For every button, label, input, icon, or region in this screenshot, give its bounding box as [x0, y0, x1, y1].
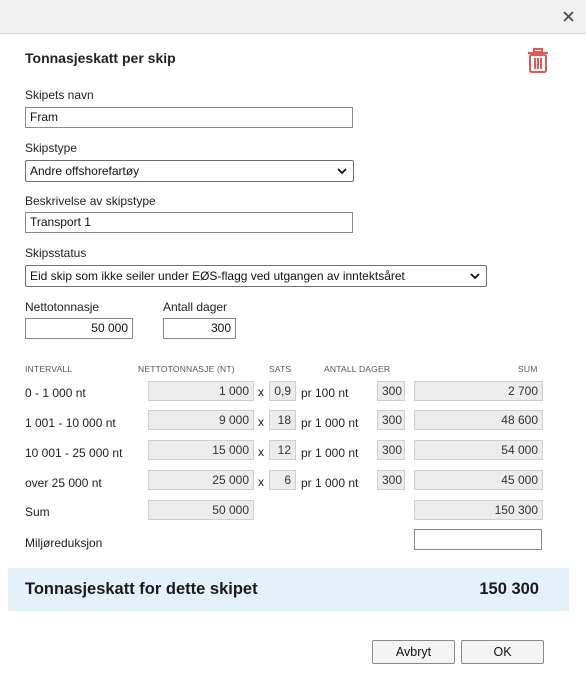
close-icon — [563, 11, 574, 22]
row-sum: 45 000 — [414, 470, 543, 490]
row-sum: 54 000 — [414, 440, 543, 460]
row-interval-label: 0 - 1 000 nt — [25, 386, 86, 400]
sum-row-label: Sum — [25, 505, 50, 519]
chevron-down-icon — [335, 164, 349, 178]
col-header-net-tonnage: NETTOTONNASJE (NT) — [138, 364, 235, 374]
net-tonnage-input[interactable]: 50 000 — [25, 318, 133, 339]
col-header-days: ANTALL DAGER — [324, 364, 391, 374]
ok-button[interactable]: OK — [461, 640, 544, 664]
row-rate-unit: pr 100 nt — [301, 386, 349, 400]
ship-type-desc-label: Beskrivelse av skipstype — [25, 194, 156, 208]
dialog-heading: Tonnasjeskatt per skip — [25, 50, 176, 66]
col-header-sum: SUM — [518, 364, 538, 374]
col-header-rate: SATS — [269, 364, 292, 374]
ship-type-desc-input[interactable]: Transport 1 — [25, 212, 353, 233]
ship-type-value: Andre offshorefartøy — [30, 164, 140, 178]
tax-summary-label: Tonnasjeskatt for dette skipet — [25, 580, 258, 598]
delete-ship-button[interactable] — [526, 48, 550, 74]
multiply-sign: x — [258, 385, 264, 399]
row-rate-unit: pr 1 000 nt — [301, 416, 359, 430]
days-label: Antall dager — [163, 300, 228, 314]
row-rate: 6 — [269, 470, 296, 490]
row-sum: 48 600 — [414, 410, 543, 430]
ship-status-value: Eid skip som ikke seiler under EØS-flagg ved utgangen av inntektsåret — [30, 269, 405, 283]
ship-name-label: Skipets navn — [25, 88, 94, 102]
row-interval-label: 1 001 - 10 000 nt — [25, 416, 116, 430]
row-sum: 2 700 — [414, 381, 543, 401]
ship-type-select[interactable] — [25, 160, 354, 182]
row-net-tonnage: 25 000 — [148, 470, 254, 490]
row-days: 300 — [377, 470, 405, 490]
ship-status-select[interactable] — [25, 265, 487, 287]
row-interval-label: over 25 000 nt — [25, 476, 102, 490]
dialog-titlebar — [0, 0, 586, 34]
row-days: 300 — [377, 410, 405, 430]
sum-total: 150 300 — [414, 500, 543, 520]
row-days: 300 — [377, 381, 405, 401]
row-net-tonnage: 1 000 — [148, 381, 254, 401]
row-net-tonnage: 15 000 — [148, 440, 254, 460]
ship-status-label: Skipsstatus — [25, 246, 87, 260]
multiply-sign: x — [258, 445, 264, 459]
days-input[interactable]: 300 — [163, 318, 236, 339]
row-net-tonnage: 9 000 — [148, 410, 254, 430]
ship-name-input[interactable]: Fram — [25, 107, 353, 128]
tax-summary-bar — [8, 568, 569, 611]
cancel-button[interactable]: Avbryt — [372, 640, 455, 664]
row-rate: 18 — [269, 410, 296, 430]
env-reduction-label: Miljøreduksjon — [25, 536, 103, 550]
row-rate: 12 — [269, 440, 296, 460]
row-rate-unit: pr 1 000 nt — [301, 446, 359, 460]
sum-net-tonnage: 50 000 — [148, 500, 254, 520]
net-tonnage-label: Nettotonnasje — [25, 300, 100, 314]
tax-summary-value: 150 300 — [479, 580, 539, 598]
chevron-down-icon — [468, 269, 482, 283]
close-button[interactable] — [558, 6, 578, 26]
multiply-sign: x — [258, 415, 264, 429]
row-interval-label: 10 001 - 25 000 nt — [25, 446, 123, 460]
trash-icon — [526, 48, 550, 74]
env-reduction-input[interactable] — [414, 529, 542, 550]
col-header-interval: INTERVALL — [25, 364, 73, 374]
ship-type-label: Skipstype — [25, 141, 78, 155]
row-rate: 0,9 — [269, 381, 296, 401]
row-days: 300 — [377, 440, 405, 460]
multiply-sign: x — [258, 475, 264, 489]
row-rate-unit: pr 1 000 nt — [301, 476, 359, 490]
